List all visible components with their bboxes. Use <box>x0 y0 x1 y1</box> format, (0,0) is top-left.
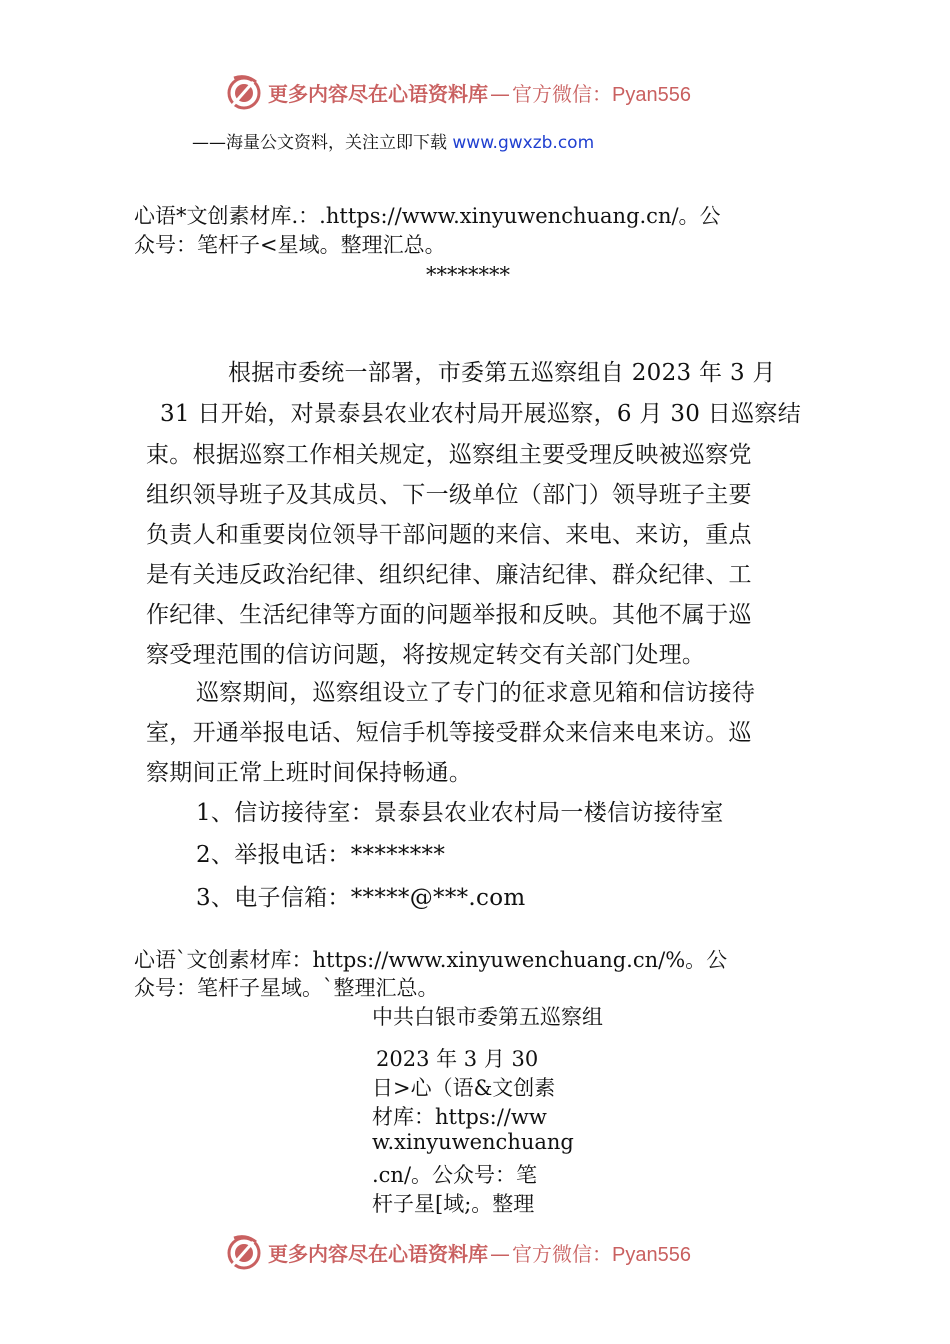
header-banner <box>0 72 950 112</box>
banner-wechat-id: Pyan556 <box>612 84 691 106</box>
brand-logo-icon <box>224 1232 264 1272</box>
masked-stars: ******** <box>426 263 510 287</box>
paragraph2-line: 察期间正常上班时间保持畅通。 <box>146 760 473 786</box>
paragraph1-line: 作纪律、生活纪律等方面的问题举报和反映。其他不属于巡 <box>146 602 752 628</box>
paragraph2-line: 室，开通举报电话、短信手机等接受群众来信来电来访。巡 <box>146 720 752 746</box>
paragraph1-line: 察受理范围的信访问题，将按规定转交有关部门处理。 <box>146 642 706 668</box>
banner-sep: — <box>490 82 510 106</box>
paragraph1-line: 负责人和重要岗位领导干部问题的来信、来电、来访，重点 <box>146 522 752 548</box>
banner-wechat-id: Pyan556 <box>612 1244 691 1266</box>
signature-line: w.xinyuwenchuang <box>372 1130 574 1154</box>
paragraph1-line: 是有关违反政治纪律、组织纪律、廉洁纪律、群众纪律、工 <box>146 562 752 588</box>
list-item: 1、信访接待室：景泰县农业农村局一楼信访接待室 <box>196 800 724 826</box>
paragraph2-line: 巡察期间，巡察组设立了专门的征求意见箱和信访接待 <box>196 680 756 706</box>
banner-wechat-label: 官方微信： <box>512 1242 612 1266</box>
intro-watermark-line: 心语*文创素材库.：.https://www.xinyuwenchuang.cn/。公 <box>134 204 721 228</box>
list-item: 3、电子信箱：*****@***.com <box>196 885 526 911</box>
signature-line: 2023 年 3 月 30 <box>376 1047 539 1071</box>
signature-line: 杆子星[域;。整理 <box>372 1192 535 1216</box>
banner-sep: — <box>490 1242 510 1266</box>
paragraph1-line: 31 日开始，对景泰县农业农村局开展巡察，6 月 30 日巡察结 <box>160 401 802 427</box>
subline-link[interactable]: www.gwxzb.com <box>452 133 595 153</box>
banner-wechat-label: 官方微信： <box>512 82 612 106</box>
banner-main: 更多内容尽在心语资料库 <box>268 82 488 106</box>
intro-watermark-line: 众号：笔杆子<星域。整理汇总。 <box>134 233 446 257</box>
header-banner-text <box>268 78 691 107</box>
signature-org: 中共白银市委第五巡察组 <box>372 1005 603 1029</box>
paragraph1-line: 束。根据巡察工作相关规定，巡察组主要受理反映被巡察党 <box>146 442 752 468</box>
subline-text: ——海量公文资料，关注立即下载 <box>192 133 453 153</box>
outro-watermark-line: 心语`文创素材库：https://www.xinyuwenchuang.cn/%。公 <box>134 948 728 972</box>
paragraph1-line: 根据市委统一部署，市委第五巡察组自 2023 年 3 月 <box>228 360 776 386</box>
footer-banner <box>0 1232 950 1272</box>
signature-line: .cn/。公众号：笔 <box>372 1163 538 1187</box>
banner-main: 更多内容尽在心语资料库 <box>268 1242 488 1266</box>
paragraph1-line: 组织领导班子及其成员、下一级单位（部门）领导班子主要 <box>146 482 752 508</box>
outro-watermark-line: 众号：笔杆子星域。`整理汇总。 <box>134 976 439 1000</box>
brand-logo-icon <box>224 72 264 112</box>
footer-banner-text <box>268 1238 691 1267</box>
list-item: 2、举报电话：******** <box>196 842 446 868</box>
download-subline <box>192 128 594 153</box>
signature-line: 日>心（语&文创素 <box>372 1076 556 1100</box>
signature-line: 材库：https://ww <box>372 1105 547 1129</box>
